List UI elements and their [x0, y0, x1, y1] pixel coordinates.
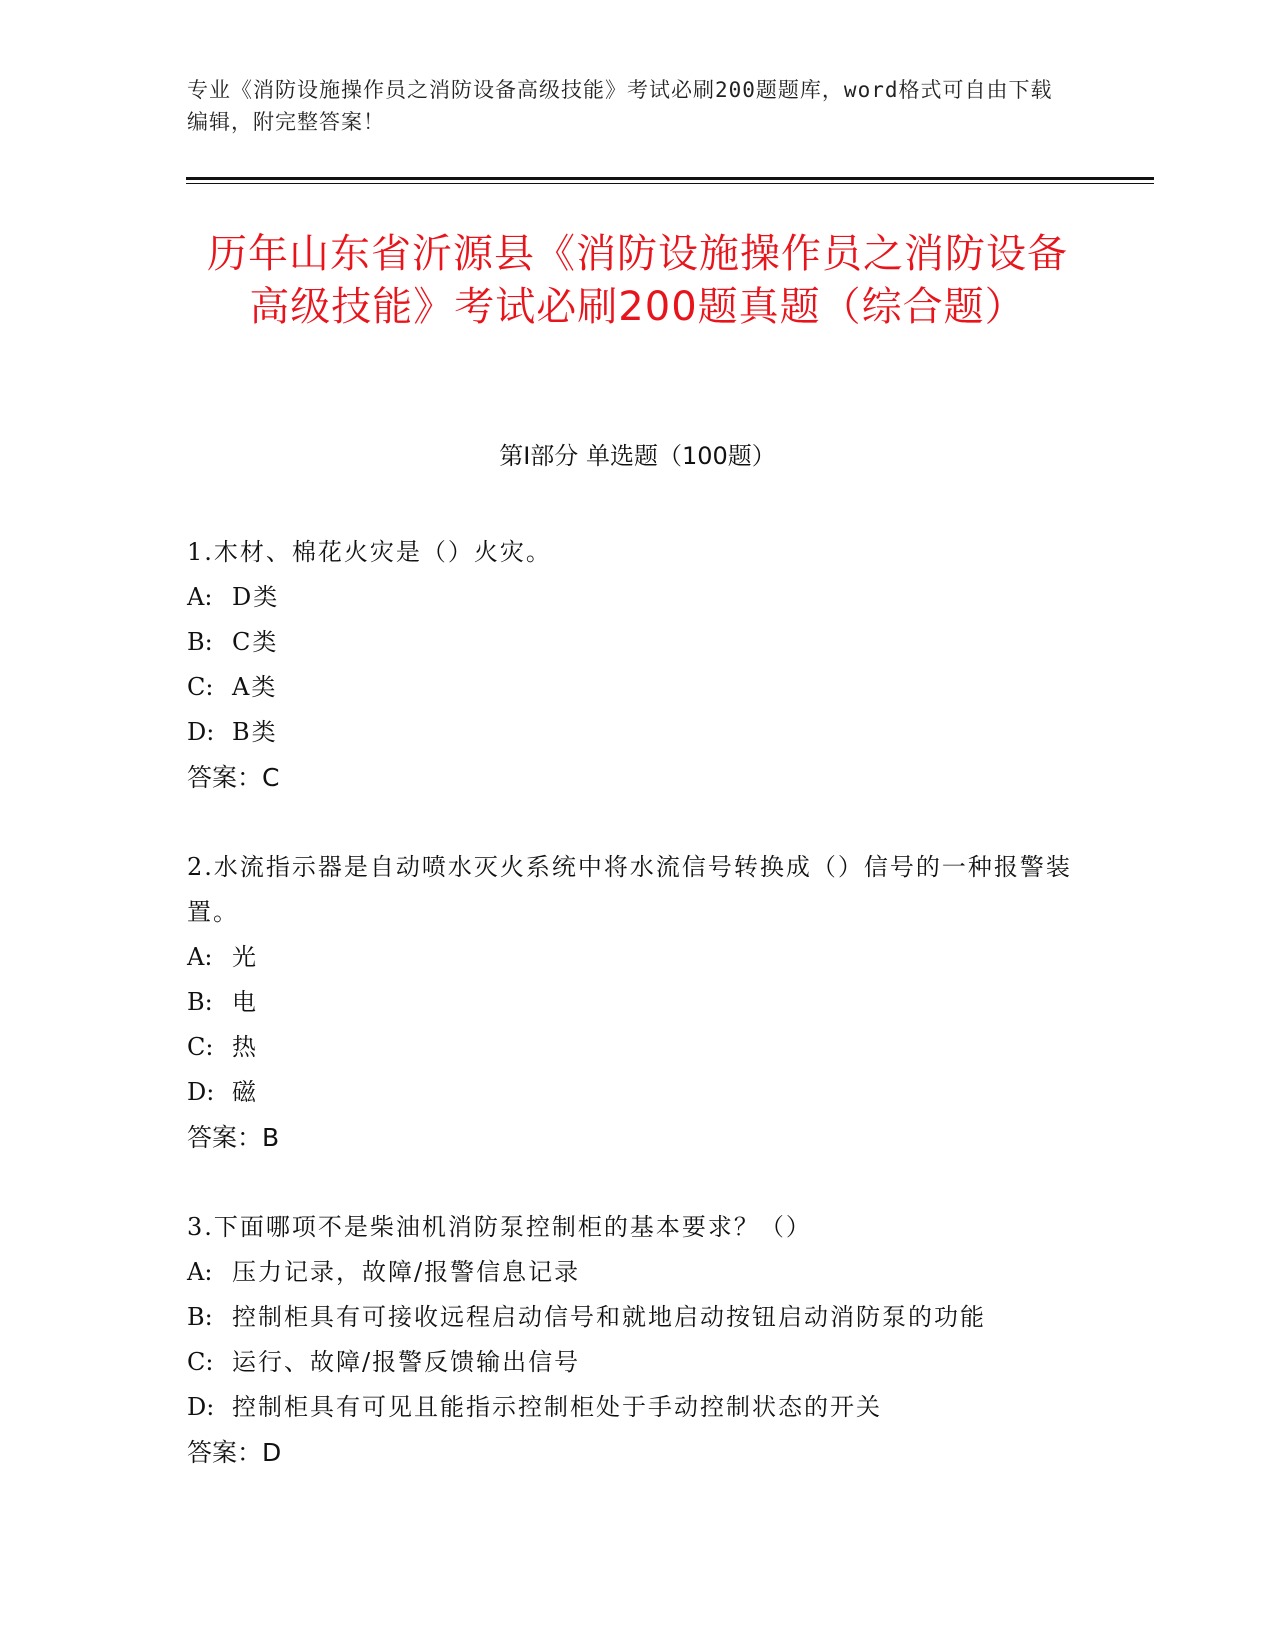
answer-label: 答案：D [187, 1438, 282, 1467]
header-note: 专业《消防设施操作员之消防设备高级技能》考试必刷200题题库，word格式可自由下载编辑，附完整答案！ [187, 78, 1053, 134]
option-text: 控制柜具有可接收远程启动信号和就地启动按钮启动消防泵的功能 [232, 1303, 986, 1331]
question-2 [187, 845, 1087, 1160]
option-text: D类 [232, 583, 280, 611]
option-d [187, 1070, 1087, 1115]
option-text: C类 [232, 628, 279, 656]
option-letter: D: [187, 1078, 215, 1106]
option-d [187, 1385, 1087, 1430]
option-letter: B: [187, 1303, 213, 1331]
answer-label: 答案：C [187, 763, 280, 792]
option-b [187, 1295, 1087, 1340]
header-rule-thick [186, 177, 1154, 180]
option-c [187, 1340, 1087, 1385]
option-text: 热 [232, 1033, 258, 1061]
question-stem: 3.下面哪项不是柴油机消防泵控制柜的基本要求？（） [187, 1213, 812, 1241]
question-stem: 2.水流指示器是自动喷水灭火系统中将水流信号转换成（）信号的一种报警装置。 [187, 853, 1072, 926]
option-text: 光 [232, 943, 258, 971]
header-rule-thin [186, 183, 1154, 184]
option-c [187, 665, 1087, 710]
option-text: B类 [232, 718, 278, 746]
option-letter: D: [187, 1393, 215, 1421]
question-stem: 1.木材、棉花火灾是（）火灾。 [187, 538, 552, 566]
option-letter: A: [187, 583, 213, 611]
option-text: 磁 [232, 1078, 258, 1106]
option-letter: A: [187, 943, 213, 971]
question-3 [187, 1205, 1087, 1475]
option-d [187, 710, 1087, 755]
section-heading: 第Ⅰ部分 单选题（100题） [499, 442, 776, 470]
question-list [187, 530, 1087, 1520]
option-text: 运行、故障/报警反馈输出信号 [232, 1348, 581, 1376]
option-letter: C: [187, 1033, 214, 1061]
option-text: 压力记录，故障/报警信息记录 [232, 1258, 581, 1286]
question-1 [187, 530, 1087, 800]
option-letter: C: [187, 1348, 214, 1376]
option-letter: B: [187, 988, 213, 1016]
option-letter: C: [187, 673, 214, 701]
option-text: 控制柜具有可见且能指示控制柜处于手动控制状态的开关 [232, 1393, 882, 1421]
option-letter: A: [187, 1258, 213, 1286]
option-a [187, 575, 1087, 620]
answer-label: 答案：B [187, 1123, 280, 1152]
option-text: 电 [232, 988, 258, 1016]
option-letter: B: [187, 628, 213, 656]
option-a [187, 1250, 1087, 1295]
option-b [187, 620, 1087, 665]
option-a [187, 935, 1087, 980]
option-text: A类 [232, 673, 278, 701]
option-b [187, 980, 1087, 1025]
option-letter: D: [187, 718, 215, 746]
option-c [187, 1025, 1087, 1070]
page-title: 历年山东省沂源县《消防设施操作员之消防设备高级技能》考试必刷200题真题（综合题） [207, 231, 1068, 330]
